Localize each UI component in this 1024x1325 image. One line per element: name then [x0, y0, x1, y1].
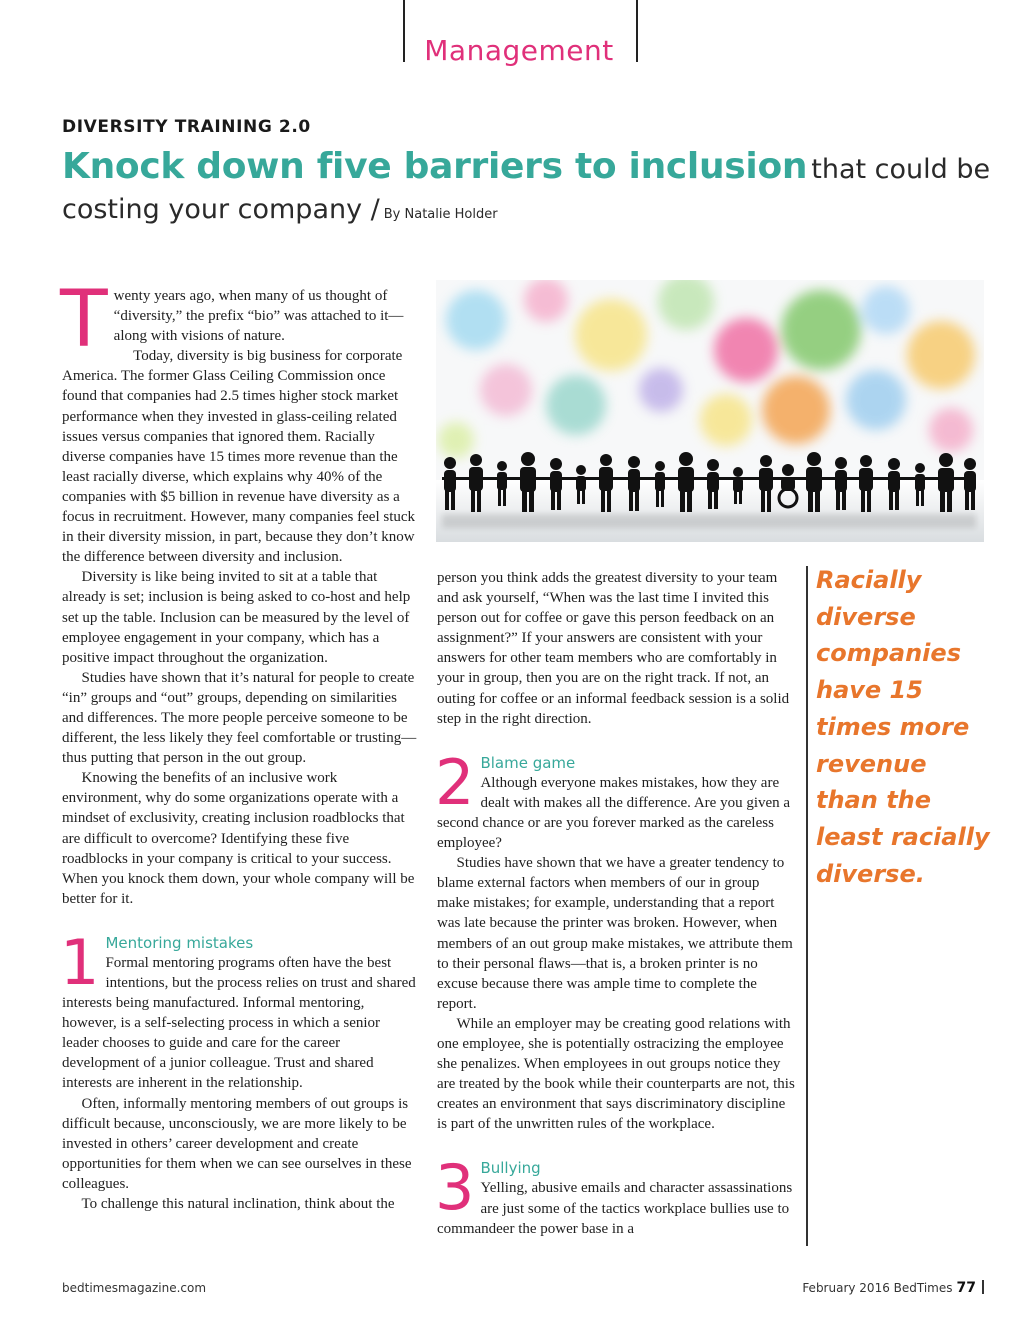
- headline-rest-2: costing your company /: [62, 194, 380, 225]
- intro-paragraph: [60, 275, 418, 365]
- section-label: Management: [424, 34, 614, 67]
- section-3-intro: [435, 1151, 795, 1238]
- paragraph: While an employer may be creating good relations with one employee, she is potentially ostracizing the employee she penalizes. When employees in out groups notice they are treated by the book while their counterparts are not, this creates an environment that says discriminatory discipline is part of the unwritten rules of the workplace.: [437, 1015, 795, 1133]
- footer-issue: February 2016 BedTimes: [802, 1281, 953, 1295]
- paragraph: Knowing the benefits of an inclusive work environment, why do some organizations operate with a mindset of exclusivity, creating inclusion roadblocks that are difficult to overcome? Identifying these five roadblocks in your company is critical to your success. When you knock them down, your whole company will be better for it.: [62, 770, 415, 907]
- paragraph-text: wenty years ago, when many of us thought of “diversity,” the prefix “bio” was attached to it—along with visions of nature.: [113, 288, 404, 345]
- hero-image: [436, 280, 984, 542]
- paragraph: Today, diversity is big business for corporate America. The former Glass Ceiling Commission once found that companies had 2.5 times higher stock market performance when they invested in glass-ceiling related issues versus companies that ignored them. Racially diverse companies have 15 times more revenue than the least racially diverse, which explains why 40% of the companies with $5 billion in revenue have diversity as a focus in recruitment. However, many companies feel stuck in their diversity mission, in part, because they don’t know the difference between diversity and inclusion.: [62, 348, 416, 566]
- headline-rest-1: that could be: [811, 154, 991, 185]
- section-2-intro: [435, 745, 795, 853]
- footer-website: bedtimesmagazine.com: [62, 1281, 207, 1295]
- header-divider-right: [636, 0, 638, 62]
- article-column-1: [60, 275, 418, 1214]
- drop-cap: T: [60, 275, 108, 365]
- footer-issue-info: [760, 1279, 976, 1297]
- paragraph-text: Yelling, abusive emails and character assassinations are just some of the tactics workplace bullies use to commandeer the power base in a: [437, 1180, 793, 1237]
- paragraph: Diversity is like being invited to sit at a table that already is set; inclusion is being asked to co-host and help set up the table. Inclusion can be measured by the level of employee engagement in your company, which has a positive impact throughout the organization.: [62, 569, 411, 666]
- paragraph: Often, informally mentoring members of out groups is difficult because, unconsciously, we are more likely to be invested in others’ career development and create opportunities for them when we can see ourselves in these colleagues.: [62, 1095, 412, 1192]
- pull-quote-divider: [806, 566, 808, 1246]
- headline-line-2: [62, 194, 498, 225]
- section-1-intro: [60, 925, 418, 1094]
- pull-quote: Racially diverse companies have 15 times more revenue than the least racially diverse.: [816, 566, 990, 888]
- section-3-title: Bullying: [480, 1159, 541, 1178]
- footer-divider: [982, 1280, 984, 1294]
- header-divider-left: [403, 0, 405, 62]
- headline-bold: Knock down five barriers to inclusion: [62, 146, 808, 187]
- article-column-2: [437, 568, 795, 1239]
- paragraph: To challenge this natural inclination, think about the: [81, 1196, 395, 1213]
- section-2-title: Blame game: [480, 753, 576, 772]
- paragraph-text: Although everyone makes mistakes, how they are dealt with makes all the difference. Are you given a second chance or are you forever marked as the careless employee?: [437, 774, 791, 852]
- headline: [62, 146, 990, 187]
- paragraph: Studies have shown that it’s natural for people to create “in” groups and “out” groups, depending on similarities and differences. The more people perceive someone to be different, the less likely they feel comfortable or trusting—thus putting that person in the out group.: [62, 669, 417, 767]
- paragraph: person you think adds the greatest diversity to your team and ask yourself, “When was the last time I invited this person out for coffee or gave this person feedback on an assignment?” If your answers are consistent with your answers for other team members who are comfortably in your in group, then you are on the right track. If not, an outing for coffee or an informal feedback session is a solid step in the right direction.: [437, 570, 790, 727]
- paragraph: Studies have shown that we have a greater tendency to blame external factors when members of our in group make mistakes; for example, understanding that a report was late because the printer was broken. However, when members of an out group make mistakes, we attribute them to their personal flaws—that is, a broken printer is no excuse because there was ample time to complete the report.: [437, 855, 793, 1012]
- page-number: 77: [956, 1280, 976, 1296]
- section-number-2: 2: [435, 745, 475, 819]
- section-1-title: Mentoring mistakes: [105, 933, 254, 952]
- kicker: DIVERSITY TRAINING 2.0: [62, 117, 311, 137]
- paragraph-text: Formal mentoring programs often have the best intentions, but the process relies on trust and shared interests being manufactured. Informal mentoring, however, is a self-selecting process in which a senior leader chooses to guide and care for the career development of a junior colleague. Trust and shared interests are inherent in the relationship.: [62, 954, 416, 1092]
- byline: By Natalie Holder: [383, 207, 498, 222]
- silhouettes-holding-hands-icon: [436, 280, 984, 542]
- section-number-1: 1: [60, 925, 100, 999]
- people-silhouettes: [442, 452, 976, 512]
- section-number-3: 3: [435, 1151, 475, 1225]
